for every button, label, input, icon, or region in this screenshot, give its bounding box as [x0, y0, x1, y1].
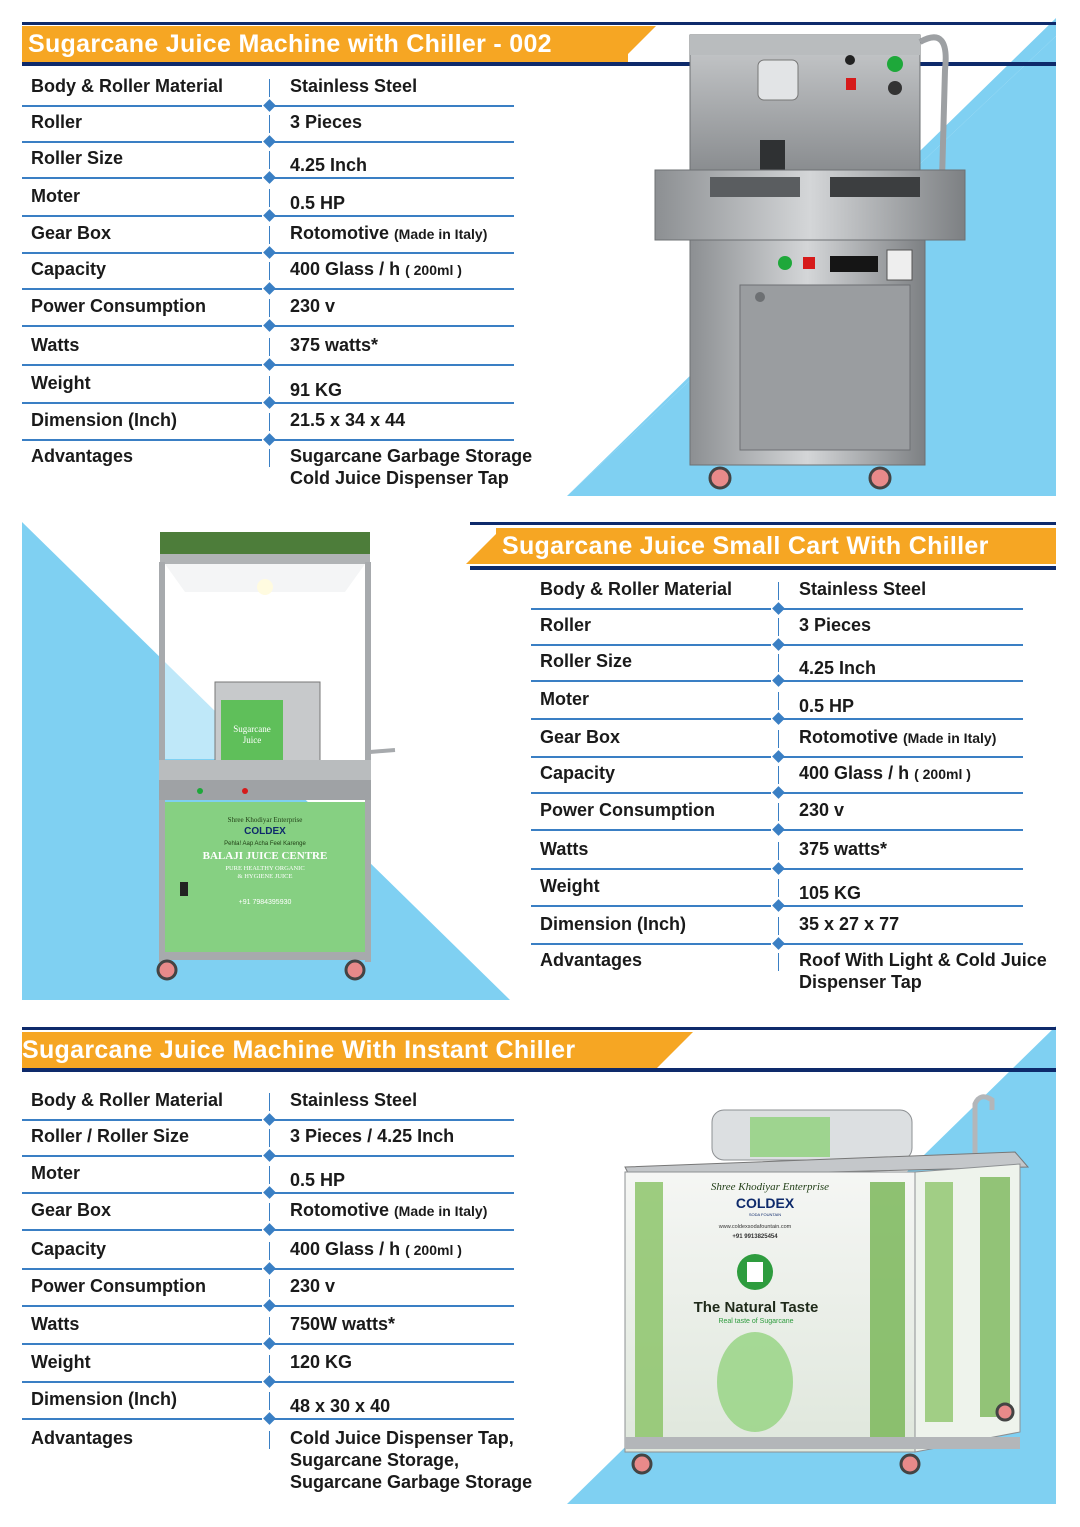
row-rule-left	[531, 905, 771, 907]
column-divider	[269, 1392, 270, 1410]
row-rule-right	[783, 756, 1023, 758]
spec-row	[22, 147, 522, 184]
row-rule-left	[22, 1343, 262, 1345]
spec-value	[290, 222, 487, 245]
top-rule-2	[470, 522, 1056, 525]
spec-value-text: 48 x 30 x 40	[290, 1396, 391, 1416]
title-3-wedge	[657, 1032, 693, 1068]
spec-row	[22, 1313, 522, 1350]
spec-label: Advantages	[31, 1428, 134, 1448]
spec-value-text: 230 v	[290, 1276, 336, 1296]
spec-row	[22, 334, 522, 371]
column-divider	[269, 115, 270, 133]
row-rule-right	[783, 943, 1023, 945]
column-divider	[269, 226, 270, 244]
spec-value-text: 3 Pieces	[290, 112, 363, 132]
row-rule-right	[783, 905, 1023, 907]
spec-value-line: Sugarcane Garbage Storage	[290, 1472, 533, 1492]
row-rule-right	[783, 792, 1023, 794]
spec-label: Moter	[31, 1163, 80, 1183]
row-rule-left	[531, 829, 771, 831]
spec-row	[22, 185, 522, 222]
spec-value-text: 91 KG	[290, 380, 343, 400]
spec-value	[799, 578, 926, 600]
row-rule-right	[274, 141, 514, 143]
spec-table-2	[531, 572, 1047, 992]
spec-value	[290, 111, 362, 133]
spec-value-text: 375 watts*	[290, 335, 379, 355]
cart-screen-text-1: Sugarcane	[233, 724, 271, 734]
spec-row	[22, 1089, 522, 1126]
spec-value	[290, 445, 532, 489]
column-divider	[269, 189, 270, 207]
spec-value	[290, 379, 342, 401]
spec-row	[531, 762, 1031, 799]
spec-value-text: Stainless Steel	[799, 579, 927, 599]
spec-table-3	[22, 1082, 533, 1502]
spec-value	[799, 838, 887, 860]
row-rule-right	[274, 1268, 514, 1270]
row-diamond	[263, 209, 276, 222]
spec-label: Roller	[540, 615, 592, 635]
spec-value-line: Sugarcane Storage,	[290, 1450, 460, 1470]
machine-brand-sub: SODA FOUNTAIN	[748, 1212, 782, 1217]
row-rule-left	[22, 1418, 262, 1420]
column-divider	[778, 766, 779, 784]
row-diamond	[263, 358, 276, 371]
row-rule-left	[531, 868, 771, 870]
column-divider	[269, 299, 270, 317]
row-rule-left	[531, 943, 771, 945]
column-divider	[778, 879, 779, 897]
cart-phone: +91 7984395930	[238, 899, 292, 906]
row-rule-left	[531, 756, 771, 758]
row-rule-left	[22, 252, 262, 254]
cart-photo	[145, 532, 400, 987]
spec-value	[799, 799, 844, 821]
row-rule-right	[274, 402, 514, 404]
spec-value	[290, 154, 367, 176]
row-rule-left	[22, 177, 262, 179]
spec-row	[531, 799, 1031, 836]
spec-value	[290, 1275, 335, 1297]
spec-row	[22, 1199, 522, 1236]
row-diamond	[263, 1149, 276, 1162]
row-diamond	[772, 786, 785, 799]
cart-sub-2: & HYGIENE JUICE	[237, 873, 293, 880]
row-diamond	[772, 674, 785, 687]
column-divider	[778, 953, 779, 971]
spec-value	[799, 913, 899, 935]
column-divider	[269, 413, 270, 431]
spec-label: Capacity	[31, 1239, 107, 1259]
spec-label: Advantages	[31, 446, 134, 466]
row-diamond	[263, 282, 276, 295]
cart-screen-text-2: Juice	[242, 735, 262, 745]
spec-label: Watts	[31, 1314, 80, 1334]
spec-label: Dimension (Inch)	[540, 914, 687, 934]
spec-label: Gear Box	[31, 1200, 112, 1220]
row-rule-right	[274, 439, 514, 441]
spec-label: Watts	[31, 335, 80, 355]
spec-note: ( 200ml )	[405, 1242, 462, 1258]
row-rule-right	[783, 868, 1023, 870]
spec-row	[531, 949, 1047, 992]
spec-value-text: 120 KG	[290, 1352, 353, 1372]
spec-label: Body & Roller Material	[31, 76, 224, 96]
spec-label: Moter	[31, 186, 80, 206]
row-rule-right	[783, 608, 1023, 610]
row-rule-left	[22, 105, 262, 107]
spec-value-text: Sugarcane Garbage Storage	[290, 446, 533, 466]
spec-note: ( 200ml )	[914, 766, 971, 782]
row-diamond	[263, 1262, 276, 1275]
spec-value-text: 400 Glass / h	[799, 763, 910, 783]
row-rule-left	[22, 1229, 262, 1231]
row-diamond	[772, 712, 785, 725]
spec-label: Power Consumption	[31, 1276, 206, 1296]
row-rule-right	[274, 1119, 514, 1121]
row-rule-left	[22, 402, 262, 404]
row-rule-left	[531, 644, 771, 646]
row-rule-left	[22, 288, 262, 290]
spec-value-text: Cold Juice Dispenser Tap,	[290, 1428, 514, 1448]
row-rule-right	[274, 177, 514, 179]
row-rule-left	[22, 215, 262, 217]
row-diamond	[263, 433, 276, 446]
spec-row	[22, 222, 522, 259]
column-divider	[269, 1431, 270, 1449]
spec-row	[22, 1162, 522, 1199]
cart-sub-1: PURE HEALTHY ORGANIC	[225, 865, 305, 872]
row-diamond	[263, 1412, 276, 1425]
spec-row	[22, 372, 522, 409]
row-rule-right	[274, 1305, 514, 1307]
spec-value-text: 4.25 Inch	[290, 155, 368, 175]
column-divider	[778, 582, 779, 600]
spec-value-text: 0.5 HP	[799, 696, 855, 716]
column-divider	[269, 1317, 270, 1335]
row-rule-right	[274, 1192, 514, 1194]
row-rule-left	[531, 792, 771, 794]
row-diamond	[772, 937, 785, 950]
spec-row	[531, 913, 1031, 950]
spec-row	[22, 1388, 522, 1425]
column-divider	[269, 79, 270, 97]
spec-value-text: 21.5 x 34 x 44	[290, 410, 406, 430]
row-rule-right	[274, 325, 514, 327]
spec-value-text: 400 Glass / h	[290, 1239, 401, 1259]
row-rule-right	[274, 1229, 514, 1231]
spec-value-text: 105 KG	[799, 883, 862, 903]
spec-label: Weight	[540, 876, 600, 896]
spec-value-text: Stainless Steel	[290, 76, 418, 96]
spec-value-text: 3 Pieces	[799, 615, 872, 635]
row-rule-right	[274, 1381, 514, 1383]
cart-shop-name: BALAJI JUICE CENTRE	[202, 850, 328, 862]
spec-row	[22, 409, 522, 446]
spec-note: (Made in Italy)	[903, 730, 997, 746]
row-rule-right	[783, 644, 1023, 646]
row-diamond	[263, 1186, 276, 1199]
row-diamond	[263, 246, 276, 259]
spec-value-text: 230 v	[799, 800, 845, 820]
column-divider	[778, 917, 779, 935]
product-title-2: Sugarcane Juice Small Cart With Chiller	[496, 528, 1056, 564]
row-diamond	[263, 1299, 276, 1312]
spec-table-1	[22, 70, 533, 490]
row-rule-right	[783, 829, 1023, 831]
product-title-1: Sugarcane Juice Machine with Chiller - 002	[22, 26, 628, 62]
spec-label: Dimension (Inch)	[31, 410, 178, 430]
column-divider	[269, 151, 270, 169]
spec-label: Roller Size	[31, 148, 124, 168]
row-diamond	[772, 750, 785, 763]
spec-value-text: 0.5 HP	[290, 193, 346, 213]
row-rule-right	[274, 105, 514, 107]
row-diamond	[263, 1113, 276, 1126]
spec-row	[22, 75, 522, 112]
row-rule-right	[274, 215, 514, 217]
spec-value-text: 3 Pieces / 4.25 Inch	[290, 1126, 455, 1146]
spec-value-text: 230 v	[290, 296, 336, 316]
spec-value	[290, 258, 462, 281]
spec-value-text: 375 watts*	[799, 839, 888, 859]
title-underline-2	[470, 566, 1056, 570]
spec-value-text: Rotomotive	[290, 223, 389, 243]
spec-label: Watts	[540, 839, 589, 859]
column-divider	[269, 262, 270, 280]
row-diamond	[772, 823, 785, 836]
spec-row	[531, 578, 1031, 615]
spec-note: (Made in Italy)	[394, 226, 488, 242]
row-diamond	[772, 602, 785, 615]
spec-row	[531, 688, 1031, 725]
column-divider	[269, 1355, 270, 1373]
spec-row	[22, 295, 522, 332]
row-rule-left	[531, 608, 771, 610]
row-rule-left	[22, 1155, 262, 1157]
spec-value	[290, 1351, 352, 1373]
spec-value	[290, 1238, 462, 1261]
row-rule-right	[274, 1343, 514, 1345]
row-rule-left	[22, 1119, 262, 1121]
row-diamond	[263, 396, 276, 409]
spec-row	[22, 1427, 533, 1492]
spec-value	[290, 1427, 532, 1493]
column-divider	[778, 842, 779, 860]
spec-value	[290, 1313, 395, 1335]
column-divider	[269, 1129, 270, 1147]
spec-value	[290, 1089, 417, 1111]
spec-row	[531, 614, 1031, 651]
spec-value	[799, 726, 996, 749]
row-diamond	[263, 135, 276, 148]
column-divider	[269, 338, 270, 356]
row-rule-right	[274, 288, 514, 290]
spec-label: Dimension (Inch)	[31, 1389, 178, 1409]
column-divider	[269, 376, 270, 394]
cart-enterprise: Shree Khodiyar Enterprise	[227, 816, 303, 824]
spec-label: Roller Size	[540, 651, 633, 671]
row-diamond	[772, 899, 785, 912]
column-divider	[269, 1203, 270, 1221]
row-rule-left	[22, 364, 262, 366]
spec-value	[290, 75, 417, 97]
spec-row	[531, 875, 1031, 912]
spec-label: Weight	[31, 1352, 91, 1372]
column-divider	[269, 1242, 270, 1260]
cart-brand: COLDEX	[244, 826, 286, 837]
spec-value-text: Roof With Light & Cold Juice	[799, 950, 1047, 970]
spec-label: Gear Box	[31, 223, 112, 243]
spec-value	[290, 192, 345, 214]
spec-row	[22, 111, 522, 148]
spec-value	[290, 334, 378, 356]
row-rule-right	[783, 680, 1023, 682]
spec-value-text: 35 x 27 x 77	[799, 914, 900, 934]
spec-label: Roller / Roller Size	[31, 1126, 190, 1146]
spec-value-text: 0.5 HP	[290, 1170, 346, 1190]
machine-photo-3	[620, 1092, 1035, 1482]
spec-value-text: 400 Glass / h	[290, 259, 401, 279]
spec-label: Gear Box	[540, 727, 621, 747]
spec-value	[290, 409, 405, 431]
row-rule-left	[22, 439, 262, 441]
spec-value-line: Cold Juice Dispenser Tap	[290, 468, 509, 488]
spec-row	[22, 1275, 522, 1312]
spec-value-line: Dispenser Tap	[799, 972, 922, 992]
top-rule-3	[22, 1027, 1056, 1030]
spec-value	[799, 882, 861, 904]
spec-label: Moter	[540, 689, 589, 709]
row-rule-left	[22, 1381, 262, 1383]
row-rule-right	[274, 364, 514, 366]
spec-value	[799, 657, 876, 679]
row-rule-left	[531, 718, 771, 720]
column-divider	[269, 449, 270, 467]
machine-slogan-sub: Real taste of Sugarcane	[718, 1318, 794, 1325]
column-divider	[778, 730, 779, 748]
row-rule-left	[531, 680, 771, 682]
column-divider	[778, 692, 779, 710]
machine-brand: COLDEX	[735, 1195, 795, 1211]
spec-value-text: Rotomotive	[799, 727, 898, 747]
row-diamond	[263, 1337, 276, 1350]
column-divider	[269, 1279, 270, 1297]
machine-photo-1	[650, 30, 980, 490]
spec-label: Roller	[31, 112, 83, 132]
spec-value-text: 4.25 Inch	[799, 658, 877, 678]
spec-row	[531, 838, 1031, 875]
spec-row	[531, 650, 1031, 687]
spec-value	[799, 695, 854, 717]
row-diamond	[263, 99, 276, 112]
row-rule-left	[22, 1192, 262, 1194]
spec-value	[290, 295, 335, 317]
row-rule-left	[22, 1305, 262, 1307]
spec-row	[22, 1351, 522, 1388]
spec-label: Advantages	[540, 950, 643, 970]
spec-label: Body & Roller Material	[31, 1090, 224, 1110]
spec-value	[799, 762, 971, 785]
row-diamond	[772, 862, 785, 875]
column-divider	[269, 1093, 270, 1111]
spec-label: Capacity	[540, 763, 616, 783]
column-divider	[269, 1166, 270, 1184]
row-diamond	[263, 1223, 276, 1236]
row-rule-right	[274, 1155, 514, 1157]
column-divider	[778, 618, 779, 636]
spec-label: Body & Roller Material	[540, 579, 733, 599]
title-underline-3	[22, 1068, 1056, 1072]
row-rule-right	[783, 718, 1023, 720]
row-diamond	[263, 171, 276, 184]
row-rule-left	[22, 325, 262, 327]
column-divider	[778, 654, 779, 672]
row-diamond	[263, 1375, 276, 1388]
spec-value-text: Rotomotive	[290, 1200, 389, 1220]
cart-tagline: Pehla! Aap Acha Feel Karenge	[224, 841, 306, 847]
spec-label: Power Consumption	[31, 296, 206, 316]
spec-value-text: 750W watts*	[290, 1314, 396, 1334]
machine-phone: +91 9913825454	[732, 1234, 778, 1240]
spec-note: ( 200ml )	[405, 262, 462, 278]
spec-row	[22, 1125, 522, 1162]
spec-value	[290, 1125, 454, 1147]
spec-row	[22, 1238, 522, 1275]
top-rule-1	[22, 22, 1056, 25]
row-rule-right	[274, 1418, 514, 1420]
spec-value	[290, 1395, 390, 1417]
spec-row	[22, 258, 522, 295]
row-diamond	[263, 319, 276, 332]
spec-label: Weight	[31, 373, 91, 393]
spec-note: (Made in Italy)	[394, 1203, 488, 1219]
row-rule-right	[274, 252, 514, 254]
machine-website: www.coldexsodafountain.com	[718, 1224, 792, 1230]
row-diamond	[772, 638, 785, 651]
machine-slogan: The Natural Taste	[693, 1299, 819, 1316]
row-rule-left	[22, 141, 262, 143]
spec-value	[799, 949, 1047, 993]
spec-value	[290, 1199, 487, 1222]
spec-value-text: Stainless Steel	[290, 1090, 418, 1110]
spec-label: Power Consumption	[540, 800, 715, 820]
product-title-3: Sugarcane Juice Machine With Instant Chiller	[22, 1032, 657, 1068]
column-divider	[778, 803, 779, 821]
spec-value	[290, 1169, 345, 1191]
spec-value	[799, 614, 871, 636]
row-rule-left	[22, 1268, 262, 1270]
spec-row	[531, 726, 1031, 763]
spec-label: Capacity	[31, 259, 107, 279]
spec-row	[22, 445, 533, 488]
machine-enterprise: Shree Khodiyar Enterprise	[710, 1181, 830, 1193]
